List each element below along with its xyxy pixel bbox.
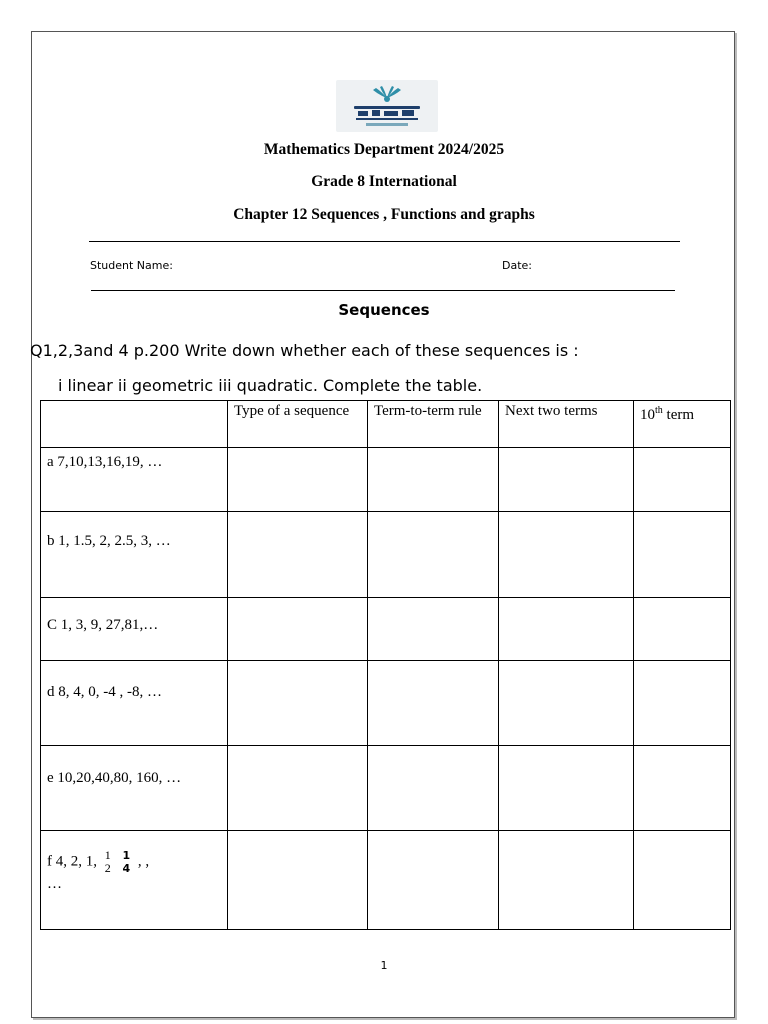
bottom-rule xyxy=(91,290,675,291)
school-logo xyxy=(336,80,438,132)
answer-cell[interactable] xyxy=(368,831,499,930)
answer-cell[interactable] xyxy=(634,661,731,746)
fraction-half xyxy=(105,849,111,875)
section-title: Sequences xyxy=(338,301,430,319)
tenth-number: 10 xyxy=(640,407,655,423)
header-tenth-term xyxy=(634,401,731,448)
student-name-label: Student Name: xyxy=(90,259,173,272)
answer-cell[interactable] xyxy=(228,512,368,598)
page-number: 1 xyxy=(380,959,388,972)
table-row xyxy=(41,746,731,831)
sequences-table xyxy=(40,400,731,930)
table-row xyxy=(41,831,731,930)
answer-cell[interactable] xyxy=(228,448,368,512)
fraction-numerator: 1 xyxy=(122,849,131,862)
table-row xyxy=(41,448,731,512)
date-label: Date: xyxy=(502,259,532,272)
sequence-f-prefix: f 4, 2, 1, xyxy=(47,853,97,870)
fraction-denominator: 4 xyxy=(122,862,131,875)
top-rule xyxy=(89,241,680,242)
answer-cell[interactable] xyxy=(634,598,731,661)
table-row xyxy=(41,661,731,746)
answer-cell[interactable] xyxy=(228,661,368,746)
header-next-terms: Next two terms xyxy=(499,401,634,448)
answer-cell[interactable] xyxy=(368,448,499,512)
answer-cell[interactable] xyxy=(634,831,731,930)
table-row xyxy=(41,512,731,598)
answer-cell[interactable] xyxy=(634,512,731,598)
answer-cell[interactable] xyxy=(368,512,499,598)
question-line-2: i linear ii geometric iii quadratic. Complete the table. xyxy=(58,376,483,395)
tenth-suffix: th xyxy=(655,405,663,416)
answer-cell[interactable] xyxy=(499,448,634,512)
sequence-c: C 1, 3, 9, 27,81,… xyxy=(41,598,228,661)
sequence-e: e 10,20,40,80, 160, … xyxy=(41,746,228,831)
answer-cell[interactable] xyxy=(228,746,368,831)
header-type: Type of a sequence xyxy=(228,401,368,448)
fraction-denominator: 2 xyxy=(104,861,111,875)
fraction-quarter xyxy=(123,849,131,875)
header-sequence xyxy=(41,401,228,448)
department-line: Mathematics Department 2024/2025 xyxy=(263,141,505,158)
sequence-b: b 1, 1.5, 2, 2.5, 3, … xyxy=(41,512,228,598)
fraction-numerator: 1 xyxy=(104,848,111,862)
answer-cell[interactable] xyxy=(634,448,731,512)
answer-cell[interactable] xyxy=(499,661,634,746)
chapter-title: Chapter 12 Sequences , Functions and graphs xyxy=(233,206,535,223)
header-rule: Term-to-term rule xyxy=(368,401,499,448)
sequence-f xyxy=(41,831,228,930)
answer-cell[interactable] xyxy=(368,661,499,746)
table-header-row xyxy=(41,401,731,448)
sequence-a: a 7,10,13,16,19, … xyxy=(41,448,228,512)
answer-cell[interactable] xyxy=(499,512,634,598)
sequence-f-suffix: , , xyxy=(137,853,150,870)
sequence-f-continuation: … xyxy=(47,876,62,892)
answer-cell[interactable] xyxy=(368,746,499,831)
grade-line: Grade 8 International xyxy=(311,173,457,190)
answer-cell[interactable] xyxy=(228,598,368,661)
answer-cell[interactable] xyxy=(499,831,634,930)
answer-cell[interactable] xyxy=(499,598,634,661)
table-row xyxy=(41,598,731,661)
answer-cell[interactable] xyxy=(228,831,368,930)
tenth-term-word: term xyxy=(662,407,695,423)
answer-cell[interactable] xyxy=(368,598,499,661)
answer-cell[interactable] xyxy=(499,746,634,831)
sequence-d: d 8, 4, 0, -4 , -8, … xyxy=(41,661,228,746)
answer-cell[interactable] xyxy=(634,746,731,831)
question-line-1: Q1,2,3and 4 p.200 Write down whether each of these sequences is : xyxy=(30,341,579,360)
